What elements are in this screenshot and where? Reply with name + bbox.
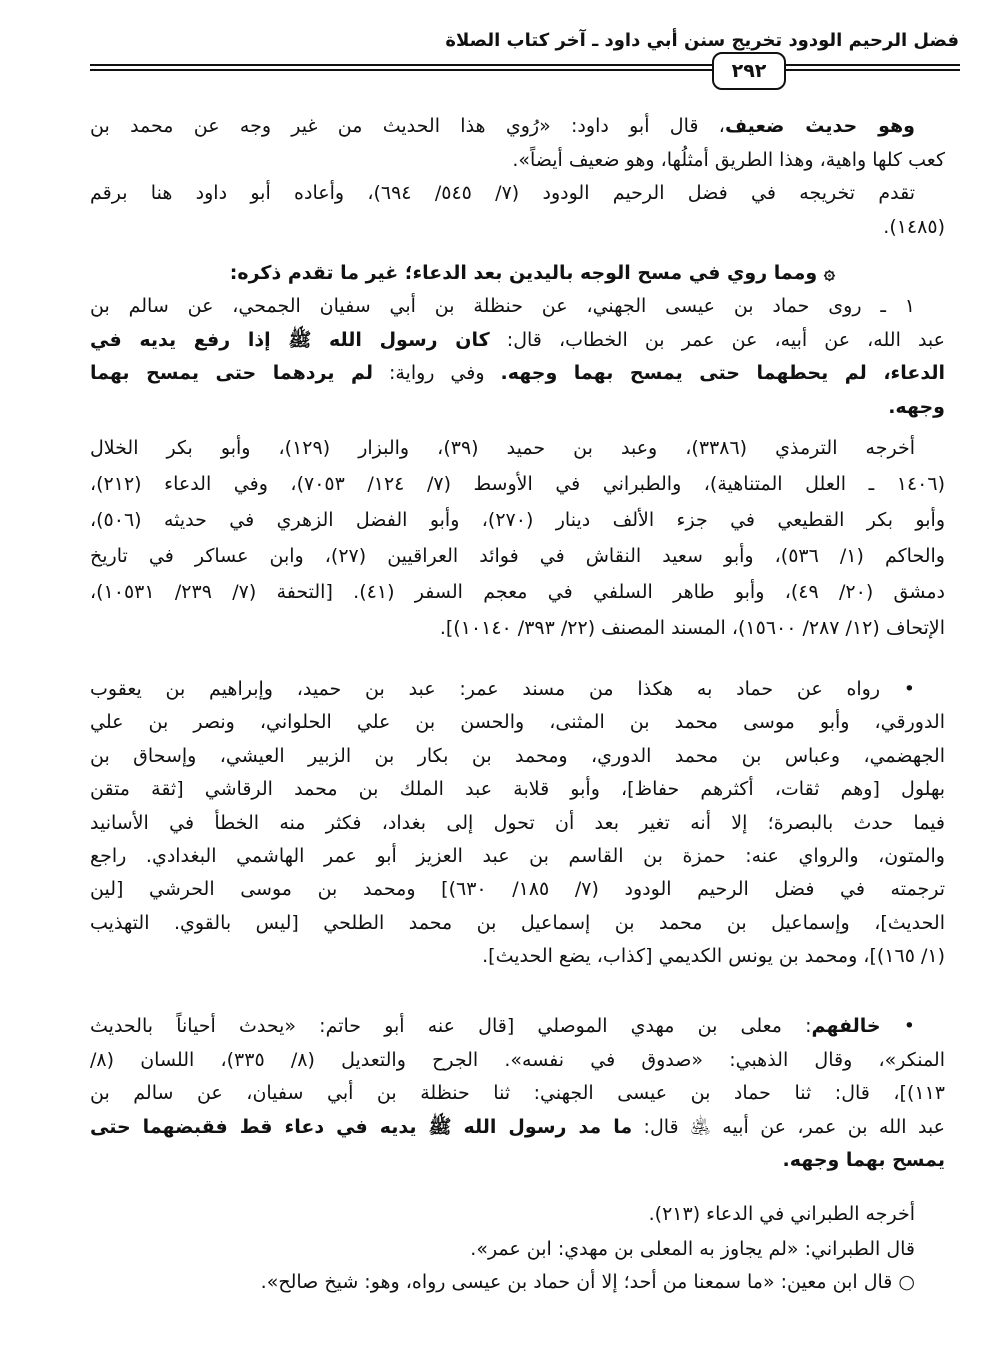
text-segment: • رواه عن حماد به هكذا من مسند عمر: عبد بن حميد، وإبراهيم بن يعقوب <box>90 678 915 700</box>
text-segment: ، قال أبو داود: «رُوي هذا الحديث من غير وجه عن محمد بن <box>90 115 725 137</box>
bold-text: وهو حديث ضعيف <box>724 115 915 137</box>
bold-text: ما مد رسول الله ﷺ يديه في دعاء قط فقبضهما حتى <box>90 1115 633 1138</box>
text-segment: • <box>880 1015 916 1037</box>
text-segment: وفي رواية: <box>373 362 501 384</box>
text-line <box>90 257 945 291</box>
bold-text: يمسح بهما وجهه. <box>782 1149 945 1171</box>
text-segment: عبد الله، عن أبيه، عن عمر بن الخطاب، قال: <box>489 328 946 351</box>
header-rule-top <box>90 64 960 66</box>
text-line <box>90 1044 945 1078</box>
text-line <box>90 1010 945 1044</box>
text-segment: الإتحاف (١٢/ ٢٨٧/ ١٥٦٠٠)، المسند المصنف (٢٢/ ٣٩٣/ ١٠١٤٠)]. <box>439 617 945 639</box>
text-segment: بهلول [وهم ثقات، أكثرهم حفاظ]، وأبو قلابة عبد الملك بن محمد الرقاشي [ثقة متقن <box>90 778 945 801</box>
text-line <box>90 1111 945 1145</box>
text-segment: ١١٣)]، قال: ثنا حماد بن عيسى الجهني: ثنا حنظلة بن أبي سفيان، عن سالم بن <box>90 1082 945 1104</box>
text-segment: ١ ـ روى حماد بن عيسى الجهني، عن حنظلة بن أبي سفيان الجمحي، عن سالم بن <box>90 295 915 317</box>
text-segment: ○ قال ابن معين: «ما سمعنا من أحد؛ إلا أن حماد بن عيسى رواه، وهو: شيخ صالح». <box>260 1271 915 1293</box>
text-line <box>90 324 945 358</box>
text-line <box>90 1077 945 1111</box>
text-segment: كعب كلها واهية، وهذا الطريق أمثلُها، وهو ضعيف أيضاً». <box>512 148 945 171</box>
text-line <box>90 211 945 245</box>
header-rule-bottom <box>90 69 960 71</box>
paragraph <box>90 110 945 177</box>
text-line <box>90 1266 945 1300</box>
paragraph <box>90 290 945 424</box>
text-line <box>90 144 945 178</box>
text-line <box>90 807 945 840</box>
paragraph <box>90 177 945 244</box>
text-segment: فيما حدث بالبصرة؛ إلا أنه تغير بعد أن تحول إلى بغداد، فكثر منه الخطأ في الأسانيد <box>90 811 945 834</box>
bold-text: خالفهم <box>811 1015 881 1037</box>
text-segment: المنكر»، وقال الذهبي: «صدوق في نفسه». الجرح والتعديل (٨/ ٣٣٥)، اللسان (٨/ <box>90 1048 945 1071</box>
text-segment: : معلى بن مهدي الموصلي [قال عنه أبو حاتم: «يحدث أحياناً بالحديث <box>90 1015 812 1037</box>
text-segment: أخرجه الترمذي (٣٣٨٦)، وعبد بن حميد (٣٩)، والبزار (١٢٩)، وأبو بكر الخلال <box>90 437 915 459</box>
paragraph <box>90 1198 945 1232</box>
text-line <box>90 110 945 144</box>
text-line <box>90 773 945 806</box>
text-segment: (١٤٨٥). <box>883 215 945 238</box>
paragraph <box>90 1233 945 1267</box>
bold-text: كان رسول الله ﷺ إذا رفع يديه في <box>90 328 490 351</box>
text-line <box>90 574 945 610</box>
text-line <box>90 466 945 502</box>
text-line <box>90 907 945 940</box>
paragraph <box>90 1010 945 1178</box>
text-line <box>90 740 945 773</box>
bold-text: وجهه. <box>888 395 945 418</box>
text-segment: (١/ ١٦٥)]، ومحمد بن يونس الكديمي [كذاب، يضع الحديث]. <box>482 945 945 968</box>
text-segment: والمتون، والرواي عنه: حمزة بن القاسم بن عبد العزيز أبو عمر الهاشمي البغدادي. راجع <box>90 844 945 867</box>
text-segment: الدورقي، وأبو موسى محمد بن المثنى، والحسن بن علي الحلواني، ونصر بن علي <box>90 711 945 734</box>
paragraph <box>90 1266 945 1300</box>
bold-text: الدعاء، لم يحطهما حتى يمسح بهما وجهه. <box>500 362 946 384</box>
section-heading <box>90 257 945 291</box>
text-segment: الحديث]، وإسماعيل بن محمد بن إسماعيل بن محمد الطلحي [ليس بالقوي. التهذيب <box>90 911 945 934</box>
bold-text: ۞ ومما روي في مسح الوجه باليدين بعد الدعاء؛ غير ما تقدم ذكره: <box>229 262 835 284</box>
text-line <box>90 391 945 425</box>
text-line <box>90 290 945 324</box>
text-segment: الجهضمي، وعباس بن محمد الدوري، ومحمد بن بكار بن الزبير العيشي، وإسحاق بن <box>90 744 945 767</box>
text-segment: عبد الله بن عمر، عن أبيه ﵁ قال: <box>632 1115 946 1138</box>
text-line <box>90 940 945 973</box>
paragraph <box>90 673 945 974</box>
text-segment: (١٤٠٦ ـ العلل المتناهية)، والطبراني في الأوسط (٧/ ١٢٤/ ٧٠٥٣)، وفي الدعاء (٢١٢)، <box>90 473 945 495</box>
text-segment: ترجمته في فضل الرحيم الودود (٧/ ١٨٥/ ٦٣٠)] ومحمد بن موسى الحرشي [لين <box>90 878 945 901</box>
text-line <box>90 177 945 211</box>
text-line <box>90 538 945 574</box>
bold-text: لم يردهما حتى يمسح بهما <box>90 362 374 384</box>
text-line <box>90 706 945 739</box>
text-segment: أخرجه الطبراني في الدعاء (٢١٣). <box>648 1203 915 1225</box>
text-line <box>90 1233 945 1267</box>
text-line <box>90 502 945 538</box>
text-line <box>90 357 945 391</box>
text-segment: تقدم تخريجه في فضل الرحيم الودود (٧/ ٥٤٥/ ٦٩٤)، وأعاده أبو داود هنا برقم <box>90 182 915 204</box>
text-segment: وأبو بكر القطيعي في جزء الألف دينار (٢٧٠)، وأبو الفضل الزهري في حديثه (٥٠٦)، <box>90 509 945 531</box>
page-number-badge: ٢٩٢ <box>712 52 786 90</box>
text-line <box>90 840 945 873</box>
text-line <box>90 1144 945 1178</box>
text-line <box>90 610 945 646</box>
running-header-title: فضل الرحيم الودود تخريج سنن أبي داود ـ آخر كتاب الصلاة <box>445 30 959 51</box>
text-line <box>90 673 945 706</box>
text-segment: دمشق (٢٠/ ٤٩)، وأبو طاهر السلفي في معجم السفر (٤١). [التحفة (٧/ ٢٣٩/ ١٠٥٣١)، <box>90 581 945 603</box>
text-segment: والحاكم (١/ ٥٣٦)، وأبو سعيد النقاش في فوائد العراقيين (٢٧)، وابن عساكر في تاريخ <box>90 545 945 567</box>
text-line <box>90 430 945 466</box>
text-line <box>90 1198 945 1232</box>
text-segment: قال الطبراني: «لم يجاوز به المعلى بن مهدي: ابن عمر». <box>470 1238 915 1260</box>
paragraph <box>90 430 945 646</box>
text-line <box>90 873 945 906</box>
